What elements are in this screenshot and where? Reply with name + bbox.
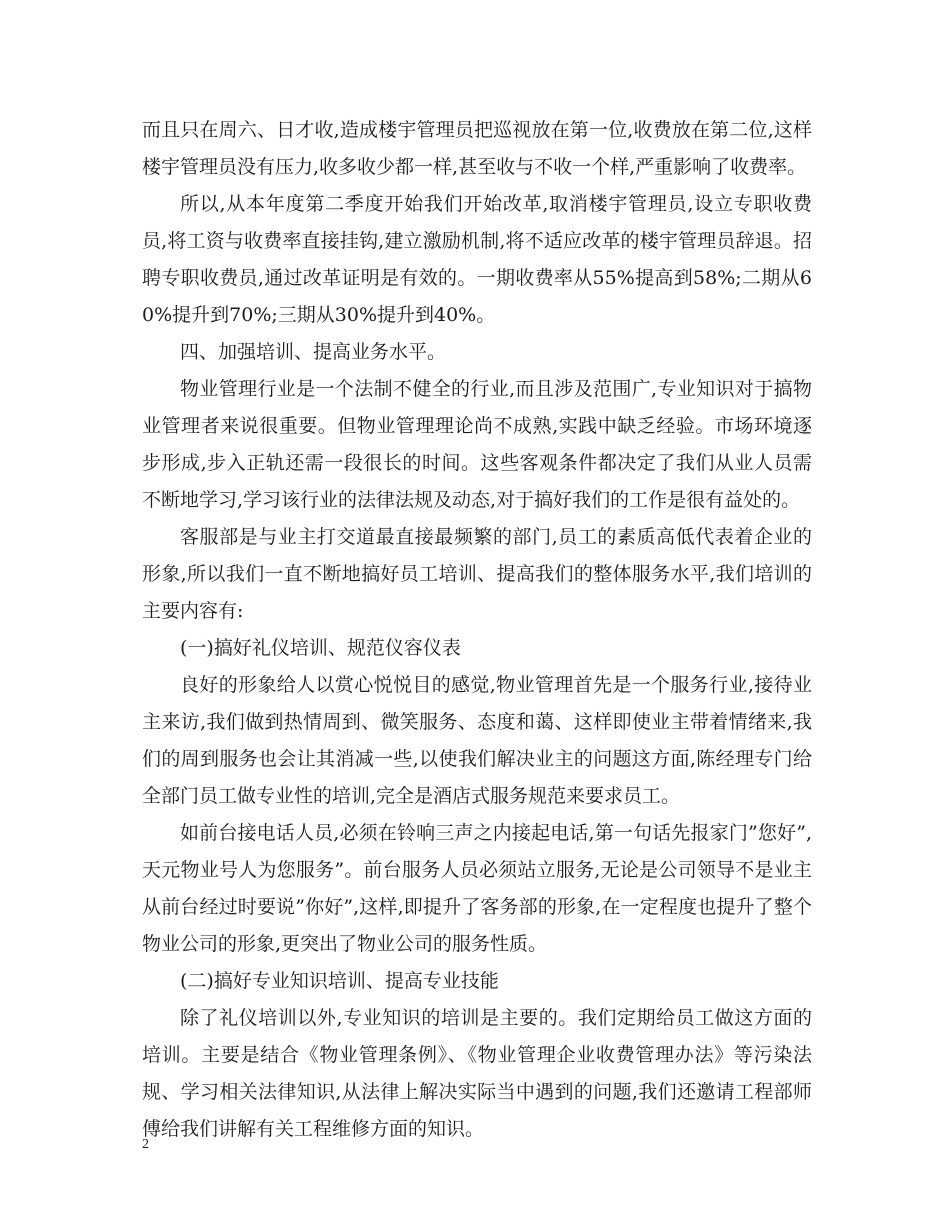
paragraph: 客服部是与业主打交道最直接最频繁的部门,员工的素质高低代表着企业的形象,所以我们一直不断地搞好员工培训、提高我们的整体服务水平,我们培训的主要内容有: [142,526,812,622]
page-number: 2 [142,1137,149,1152]
paragraph: 而且只在周六、日才收,造成楼宇管理员把巡视放在第一位,收费放在第二位,这样楼宇管理员没有压力,收多收少都一样,甚至收与不收一个样,严重影响了收费率。 [142,119,812,178]
paragraph: 所以,从本年度第二季度开始我们开始改革,取消楼宇管理员,设立专职收费员,将工资与收费率直接挂钩,建立激励机制,将不适应改革的楼宇管理员辞退。招聘专职收费员,通过改革证明是有效的。一期收费率从55%提高到58%;二期从60%提升到70%;三期从30%提升到40%。 [142,193,812,326]
paragraph: 如前台接电话人员,必须在铃响三声之内接起电话,第一句话先报家门”您好”,天元物业号人为您服务”。前台服务人员必须站立服务,无论是公司领导不是业主从前台经过时要说”你好”,这样,即提升了客务部的形象,在一定程度也提升了整个物业公司的形象,更突出了物业公司的服务性质。 [142,822,812,955]
document-body [142,112,812,1148]
paragraph: 物业管理行业是一个法制不健全的行业,而且涉及范围广,专业知识对于搞物业管理者来说很重要。但物业管理理论尚不成熟,实践中缺乏经验。市场环境逐步形成,步入正轨还需一段很长的时间。这些客观条件都决定了我们从业人员需不断地学习,学习该行业的法律法规及动态,对于搞好我们的工作是很有益处的。 [142,378,812,511]
section-heading: 四、加强培训、提高业务水平。 [180,341,447,363]
subsection-heading: (一)搞好礼仪培训、规范仪容仪表 [180,637,461,659]
subsection-heading: (二)搞好专业知识培训、提高专业技能 [180,970,499,992]
paragraph: 良好的形象给人以赏心悦悦目的感觉,物业管理首先是一个服务行业,接待业主来访,我们做到热情周到、微笑服务、态度和蔼、这样即使业主带着情绪来,我们的周到服务也会让其消减一些,以使我们解决业主的问题这方面,陈经理专门给全部门员工做专业性的培训,完全是酒店式服务规范来要求员工。 [142,674,812,807]
paragraph: 除了礼仪培训以外,专业知识的培训是主要的。我们定期给员工做这方面的培训。主要是结合《物业管理条例》、《物业管理企业收费管理办法》等污染法规、学习相关法律知识,从法律上解决实际当中遇到的问题,我们还邀请工程部师傅给我们讲解有关工程维修方面的知识。 [142,1007,812,1140]
